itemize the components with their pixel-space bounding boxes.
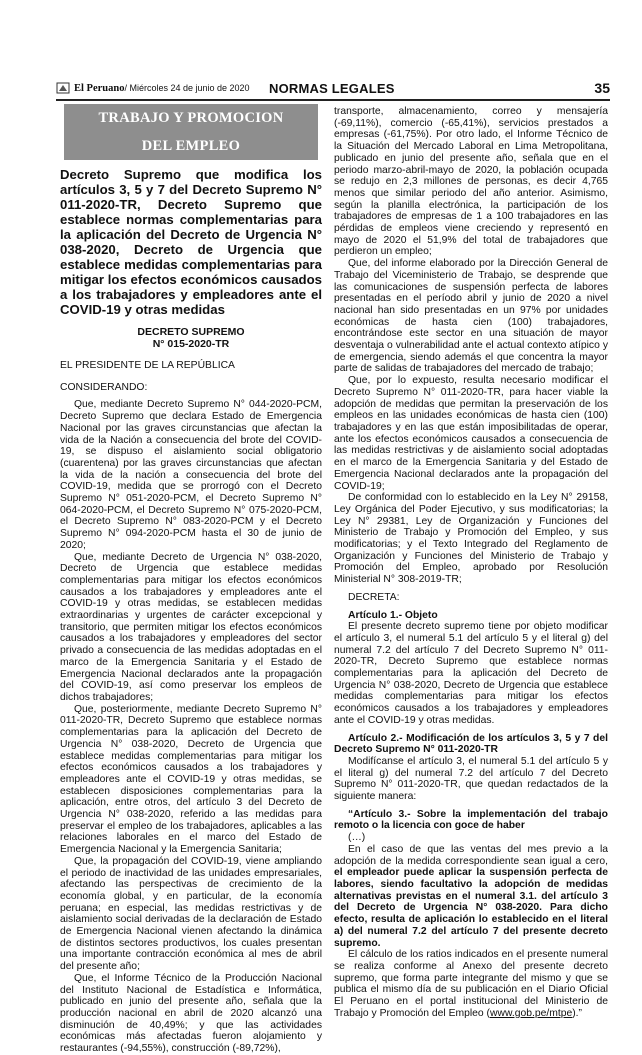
decree-number bbox=[60, 327, 322, 350]
page-number: 35 bbox=[594, 80, 610, 96]
paragraph: Que, posteriormente, mediante Decreto Supremo N° 011-2020-TR, Decreto Supremo que establece normas complementarias para la aplicación del Decreto de Urgencia N° 038-2020, Decreto de Urgencia que establece medidas complementarias para mitigar los efectos económicos causados a los trabajadores y empleadores ante el COVID-19 y otras medidas, se establecen disposiciones complementarias para la aplicación, entre otros, del artículo 3 del Decreto de Urgencia N° 038-2020, referido a las medidas para preservar el empleo de los trabajadores, aplicables a las relaciones laborales en el marco del Estado de Emergencia Nacional y la Emergencia Sanitaria; bbox=[60, 703, 322, 856]
article-1-title: Artículo 1.- Objeto bbox=[348, 609, 438, 621]
quoted-bold-text: el empleador puede aplicar la suspensión perfecta de labores, siendo facultativo la adopción de medidas alternativas previstas en el numeral 3.1. del artículo 3 del Decreto de Urgencia N° 038-2020. Para dicho efecto, resulta de aplicación lo establecido en el literal a) del numeral 7.2 del artículo 7 del presente decreto supremo. bbox=[334, 867, 608, 949]
article-2-title: Artículo 2.- Modificación de los artículos 3, 5 y 7 del Decreto Supremo N° 011-2020-TR bbox=[334, 732, 608, 756]
paragraph: Que, mediante Decreto de Urgencia N° 038-2020, Decreto de Urgencia que establece medidas complementarias para mitigar los efectos económicos causados a los trabajadores y empleadores ante el COVID-19 y otras medidas, se establecen medidas extraordinarias y urgentes de carácter excepcional y transitorio, que permiten mitigar los efectos económicos causados a los trabajadores y empleadores del sector privado a consecuencia de las medidas adoptadas en el marco de la Emergencia Sanitaria y el Estado de Emergencia Nacional declarados ante la propagación del COVID-19, así como preservar los empleos de dichos trabajadores; bbox=[60, 551, 322, 703]
paragraph: Que, mediante Decreto Supremo N° 044-2020-PCM, Decreto Supremo que declara Estado de Emergencia Nacional por las graves circunstancias que afectan la vida de la Nación a consecuencia del brote del COVID-19, se dispuso el aislamiento social obligatorio (cuarentena) por las graves circunstancias que afectan la vida de la nación a consecuencia del brote del COVID-19, medida que se prorrogó con el Decreto Supremo N° 051-2020-PCM, el Decreto Supremo N° 064-2020-PCM, el Decreto Supremo N° 075-2020-PCM, el Decreto Supremo N° 083-2020-PCM y el Decreto Supremo N° 094-2020-PCM hasta el 30 de junio de 2020; bbox=[60, 399, 322, 551]
issue-date: / Miércoles 24 de junio de 2020 bbox=[124, 83, 250, 93]
banner-line-2: DEL EMPLEO bbox=[141, 138, 241, 154]
considerando-heading: CONSIDERANDO: bbox=[60, 381, 148, 393]
decree-label: DECRETO SUPREMO bbox=[137, 326, 245, 338]
paragraph: De conformidad con lo establecido en la Ley N° 29158, Ley Orgánica del Poder Ejecutivo, y sus modificatorias; la Ley N° 29381, Ley de Organización y Funciones del Ministerio de Trabajo y Promoción del Empleo, y sus modificatorias; y el Texto Integrado del Reglamento de Organización y Funciones del Ministerio de Trabajo y Promoción del Empleo, aprobado por Resolución Ministerial N° 308-2019-TR; bbox=[334, 492, 608, 586]
left-column bbox=[60, 104, 322, 1055]
right-column bbox=[334, 106, 608, 1019]
quoted-paragraph bbox=[334, 949, 608, 1019]
paragraph: transporte, almacenamiento, correo y mensajería (-69,11%), comercio (-65,41%), servicios prestados a empresas (-61,75%). Por otro lado, el Informe Técnico de la Situación del Mercado Laboral en Lima Metropolitana, publicado en junio del presente año, señala que en el periodo marzo-abril-mayo de 2020, la población ocupada se redujo en 2,3 millones de personas, es decir 4,765 menos que similar periodo del año anterior. Asimismo, según la planilla electrónica, la participación de los trabajadores de empresas de 1 a 100 trabajadores en las pérdidas de empleos viene creciendo y representó en mayo de 2020 el 51,9% del total de trabajadores que perdieron un empleo; bbox=[334, 106, 608, 258]
section-title: NORMAS LEGALES bbox=[269, 81, 395, 96]
article-2-text: Modifícanse el artículo 3, el numeral 5.1 del artículo 5 y el literal g) del numeral 7.2 del artículo 7 del Decreto Supremo N° 011-2020-TR, que quedan redactados de la siguiente manera: bbox=[334, 755, 608, 803]
header-rule bbox=[56, 99, 610, 101]
quoted-text: En el caso de que las ventas del mes previo a la adopción de la medida correspondiente sean igual a cero, bbox=[334, 843, 608, 867]
mtpe-link[interactable]: www.gob.pe/mtpe bbox=[490, 1007, 573, 1019]
quoted-article-title: “Artículo 3.- Sobre la implementación del trabajo remoto o la licencia con goce de haber bbox=[334, 808, 608, 832]
banner-line-1: TRABAJO Y PROMOCION bbox=[98, 110, 284, 126]
el-peruano-logo-icon bbox=[56, 82, 70, 94]
president-line: EL PRESIDENTE DE LA REPÚBLICA bbox=[60, 360, 235, 371]
quoted-text-end: ).” bbox=[572, 1007, 582, 1019]
article-1-text: El presente decreto supremo tiene por objeto modificar el artículo 3, el numeral 5.1 del artículo 5 y el literal g) del numeral 7.2 del artículo 7 del Decreto Supremo N° 011-2020-TR, Decreto Supremo que establece normas complementarias para la aplicación del Decreto de Urgencia N° 038-2020, Decreto de Urgencia que establece medidas complementarias para mitigar los efectos económicos causados a los trabajadores y empleadores ante el COVID-19 y otras medidas. bbox=[334, 621, 608, 726]
decree-title: Decreto Supremo que modifica los artículos 3, 5 y 7 del Decreto Supremo N° 011-2020-TR, Decreto Supremo que establece normas complementarias para la aplicación del Decreto de Urgencia N° 038-2020, Decreto de Urgencia que establece medidas complementarias para mitigar los efectos económicos causados a los trabajadores y empleadores ante el COVID-19 y otras medidas bbox=[60, 167, 322, 317]
paragraph: Que, por lo expuesto, resulta necesario modificar el Decreto Supremo N° 011-2020-TR, para hacer viable la adopción de medidas que permitan la preservación de los empleos en las unidades económicas de hasta cien (100) trabajadores y en las que están imposibilitadas de operar, ante los efectos económicos causados a consecuencia de las medidas restrictivas y de aislamiento social adoptadas en el marco de la Emergencia Sanitaria y del Estado de Emergencia Nacional declarados ante la propagación del COVID-19; bbox=[334, 375, 608, 492]
paragraph: Que, del informe elaborado por la Dirección General de Trabajo del Viceministerio de Trabajo, se desprende que las comunicaciones de suspensión perfecta de labores presentadas en el período abril y junio de 2020 a nivel nacional han sido presentadas en un 97% por unidades económicas de hasta cien (100) trabajadores, encontrándose este sector en una situación de mayor desventaja o vulnerabilidad ante el actual contexto atípico y de emergencia, siendo además el que concentra la mayor parte de salidas de trabajadores del mercado de trabajo; bbox=[334, 258, 608, 375]
section-banner bbox=[64, 104, 318, 160]
decree-code: N° 015-2020-TR bbox=[152, 337, 230, 350]
quoted-paragraph bbox=[334, 844, 608, 949]
decreta-heading: DECRETA: bbox=[348, 591, 400, 603]
paragraph: Que, el Informe Técnico de la Producción Nacional del Instituto Nacional de Estadística e Informática, publicado en junio del presente año, señala que la producción nacional en abril de 2020 alcanzó una disminución de 40,49%; y que las actividades económicas más afectadas fueron alojamiento y restaurantes (-94,55%), construcción (-89,72%), bbox=[60, 972, 322, 1055]
newspaper-name: El Peruano/ Miércoles 24 de junio de 2020 bbox=[74, 83, 250, 94]
ellipsis: (…) bbox=[348, 832, 366, 844]
quoted-text: El cálculo de los ratios indicados en el presente numeral se realiza conforme al Anexo del presente decreto supremo, que forma parte integrante del mismo y que se publica el mismo día de su publicación en el Diario Oficial El Peruano en el portal institucional del Ministerio de Trabajo y Promoción del Empleo ( bbox=[334, 949, 608, 1019]
page-header bbox=[56, 80, 610, 100]
paragraph: Que, la propagación del COVID-19, viene ampliando el periodo de inactividad de las unidades empresariales, afectando las perspectivas de crecimiento de la economía global, y en particular, de la economía peruana; en especial, las medidas restrictivas y de aislamiento social derivadas de la declaración de Estado de Emergencia Nacional vienen afectando la dinámica de distintos sectores productivos, los cuales presentan una importante contracción económica al mes de abril del presente año; bbox=[60, 855, 322, 973]
